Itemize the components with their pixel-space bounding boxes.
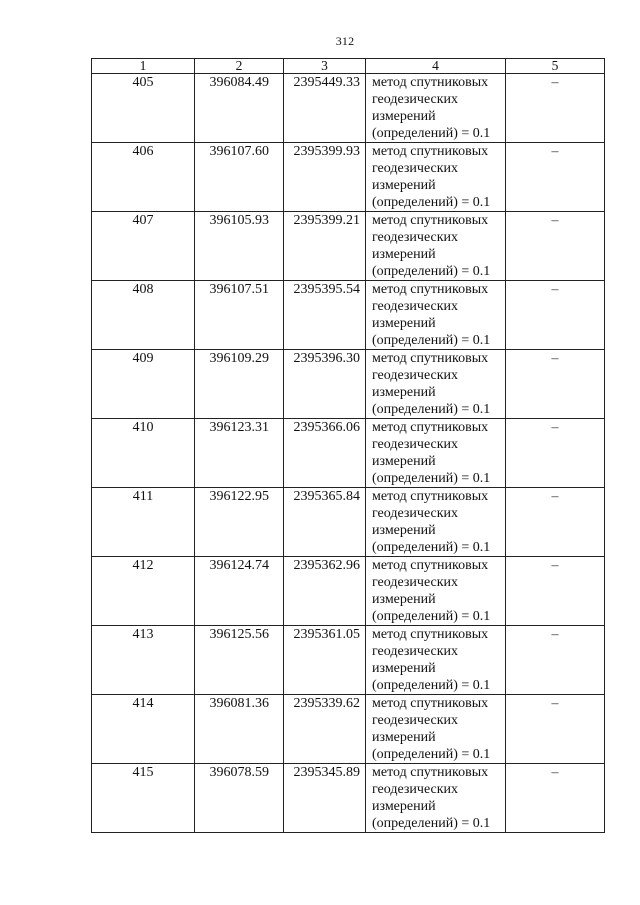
table-header-row	[92, 59, 605, 74]
method-cell	[366, 143, 506, 212]
y-coordinate-cell: 2395361.05	[284, 626, 366, 695]
method-text-line: измерений	[372, 799, 436, 814]
x-coordinate-cell: 396122.95	[195, 488, 284, 557]
x-coordinate-cell: 396107.60	[195, 143, 284, 212]
x-coordinate-cell: 396078.59	[195, 764, 284, 833]
point-number-cell: 415	[92, 764, 195, 833]
y-coordinate-cell: 2395395.54	[284, 281, 366, 350]
method-text-line: (определений) = 0.1	[372, 747, 491, 762]
y-coordinate-cell: 2395399.93	[284, 143, 366, 212]
method-text-line: метод спутниковых	[372, 627, 489, 642]
point-number-cell: 408	[92, 281, 195, 350]
y-coordinate-cell: 2395449.33	[284, 74, 366, 143]
method-text-line: геодезических	[372, 782, 459, 797]
note-cell: –	[506, 626, 605, 695]
x-coordinate-cell: 396081.36	[195, 695, 284, 764]
method-text-line: измерений	[372, 592, 436, 607]
method-text-line: (определений) = 0.1	[372, 126, 491, 141]
y-coordinate-cell: 2395396.30	[284, 350, 366, 419]
method-text-line: метод спутниковых	[372, 75, 489, 90]
method-text-line: измерений	[372, 730, 436, 745]
method-text-line: измерений	[372, 523, 436, 538]
table-row	[92, 488, 605, 557]
table-row	[92, 74, 605, 143]
method-cell	[366, 350, 506, 419]
method-text-line: геодезических	[372, 230, 459, 245]
header-col-1: 1	[92, 59, 195, 74]
table-body	[92, 74, 605, 833]
header-col-2: 2	[195, 59, 284, 74]
method-text-line: геодезических	[372, 575, 459, 590]
y-coordinate-cell: 2395365.84	[284, 488, 366, 557]
method-text-line: измерений	[372, 454, 436, 469]
method-text-line: (определений) = 0.1	[372, 195, 491, 210]
method-text-line: геодезических	[372, 713, 459, 728]
method-cell	[366, 695, 506, 764]
method-text-line: метод спутниковых	[372, 696, 489, 711]
method-text-line: метод спутниковых	[372, 351, 489, 366]
method-text-line: (определений) = 0.1	[372, 540, 491, 555]
point-number-cell: 409	[92, 350, 195, 419]
header-col-3: 3	[284, 59, 366, 74]
method-text-line: измерений	[372, 316, 436, 331]
note-cell: –	[506, 350, 605, 419]
method-text-line: (определений) = 0.1	[372, 333, 491, 348]
header-col-4: 4	[366, 59, 506, 74]
method-text-line: геодезических	[372, 644, 459, 659]
method-text-line: метод спутниковых	[372, 765, 489, 780]
note-cell: –	[506, 764, 605, 833]
note-cell: –	[506, 143, 605, 212]
x-coordinate-cell: 396125.56	[195, 626, 284, 695]
note-cell: –	[506, 281, 605, 350]
method-cell	[366, 212, 506, 281]
x-coordinate-cell: 396124.74	[195, 557, 284, 626]
method-text-line: измерений	[372, 385, 436, 400]
point-number-cell: 414	[92, 695, 195, 764]
method-text-line: геодезических	[372, 299, 459, 314]
method-text-line: (определений) = 0.1	[372, 678, 491, 693]
method-text-line: (определений) = 0.1	[372, 264, 491, 279]
method-text-line: (определений) = 0.1	[372, 471, 491, 486]
method-cell	[366, 764, 506, 833]
method-text-line: измерений	[372, 109, 436, 124]
point-number-cell: 410	[92, 419, 195, 488]
note-cell: –	[506, 419, 605, 488]
table-row	[92, 695, 605, 764]
point-number-cell: 405	[92, 74, 195, 143]
table-row	[92, 557, 605, 626]
page-number: 312	[335, 34, 355, 48]
table-row	[92, 212, 605, 281]
method-text-line: метод спутниковых	[372, 144, 489, 159]
table-row	[92, 419, 605, 488]
coordinates-table	[91, 58, 605, 833]
point-number-cell: 407	[92, 212, 195, 281]
y-coordinate-cell: 2395399.21	[284, 212, 366, 281]
method-text-line: геодезических	[372, 161, 459, 176]
method-text-line: (определений) = 0.1	[372, 816, 491, 831]
method-text-line: (определений) = 0.1	[372, 402, 491, 417]
table-row	[92, 281, 605, 350]
method-text-line: измерений	[372, 661, 436, 676]
method-text-line: измерений	[372, 247, 436, 262]
x-coordinate-cell: 396109.29	[195, 350, 284, 419]
method-cell	[366, 557, 506, 626]
x-coordinate-cell: 396123.31	[195, 419, 284, 488]
method-text-line: метод спутниковых	[372, 213, 489, 228]
method-cell	[366, 626, 506, 695]
point-number-cell: 406	[92, 143, 195, 212]
x-coordinate-cell: 396107.51	[195, 281, 284, 350]
method-cell	[366, 488, 506, 557]
note-cell: –	[506, 488, 605, 557]
method-text-line: геодезических	[372, 506, 459, 521]
point-number-cell: 413	[92, 626, 195, 695]
note-cell: –	[506, 695, 605, 764]
method-text-line: метод спутниковых	[372, 282, 489, 297]
method-text-line: геодезических	[372, 437, 459, 452]
point-number-cell: 411	[92, 488, 195, 557]
table-row	[92, 350, 605, 419]
y-coordinate-cell: 2395339.62	[284, 695, 366, 764]
method-text-line: (определений) = 0.1	[372, 609, 491, 624]
y-coordinate-cell: 2395366.06	[284, 419, 366, 488]
method-text-line: геодезических	[372, 368, 459, 383]
method-cell	[366, 74, 506, 143]
x-coordinate-cell: 396084.49	[195, 74, 284, 143]
y-coordinate-cell: 2395362.96	[284, 557, 366, 626]
header-col-5: 5	[506, 59, 605, 74]
point-number-cell: 412	[92, 557, 195, 626]
note-cell: –	[506, 557, 605, 626]
method-text-line: измерений	[372, 178, 436, 193]
table-row	[92, 764, 605, 833]
table-row	[92, 143, 605, 212]
method-text-line: метод спутниковых	[372, 558, 489, 573]
method-text-line: метод спутниковых	[372, 420, 489, 435]
y-coordinate-cell: 2395345.89	[284, 764, 366, 833]
method-text-line: геодезических	[372, 92, 459, 107]
table-row	[92, 626, 605, 695]
note-cell: –	[506, 212, 605, 281]
method-cell	[366, 281, 506, 350]
method-cell	[366, 419, 506, 488]
method-text-line: метод спутниковых	[372, 489, 489, 504]
note-cell: –	[506, 74, 605, 143]
x-coordinate-cell: 396105.93	[195, 212, 284, 281]
